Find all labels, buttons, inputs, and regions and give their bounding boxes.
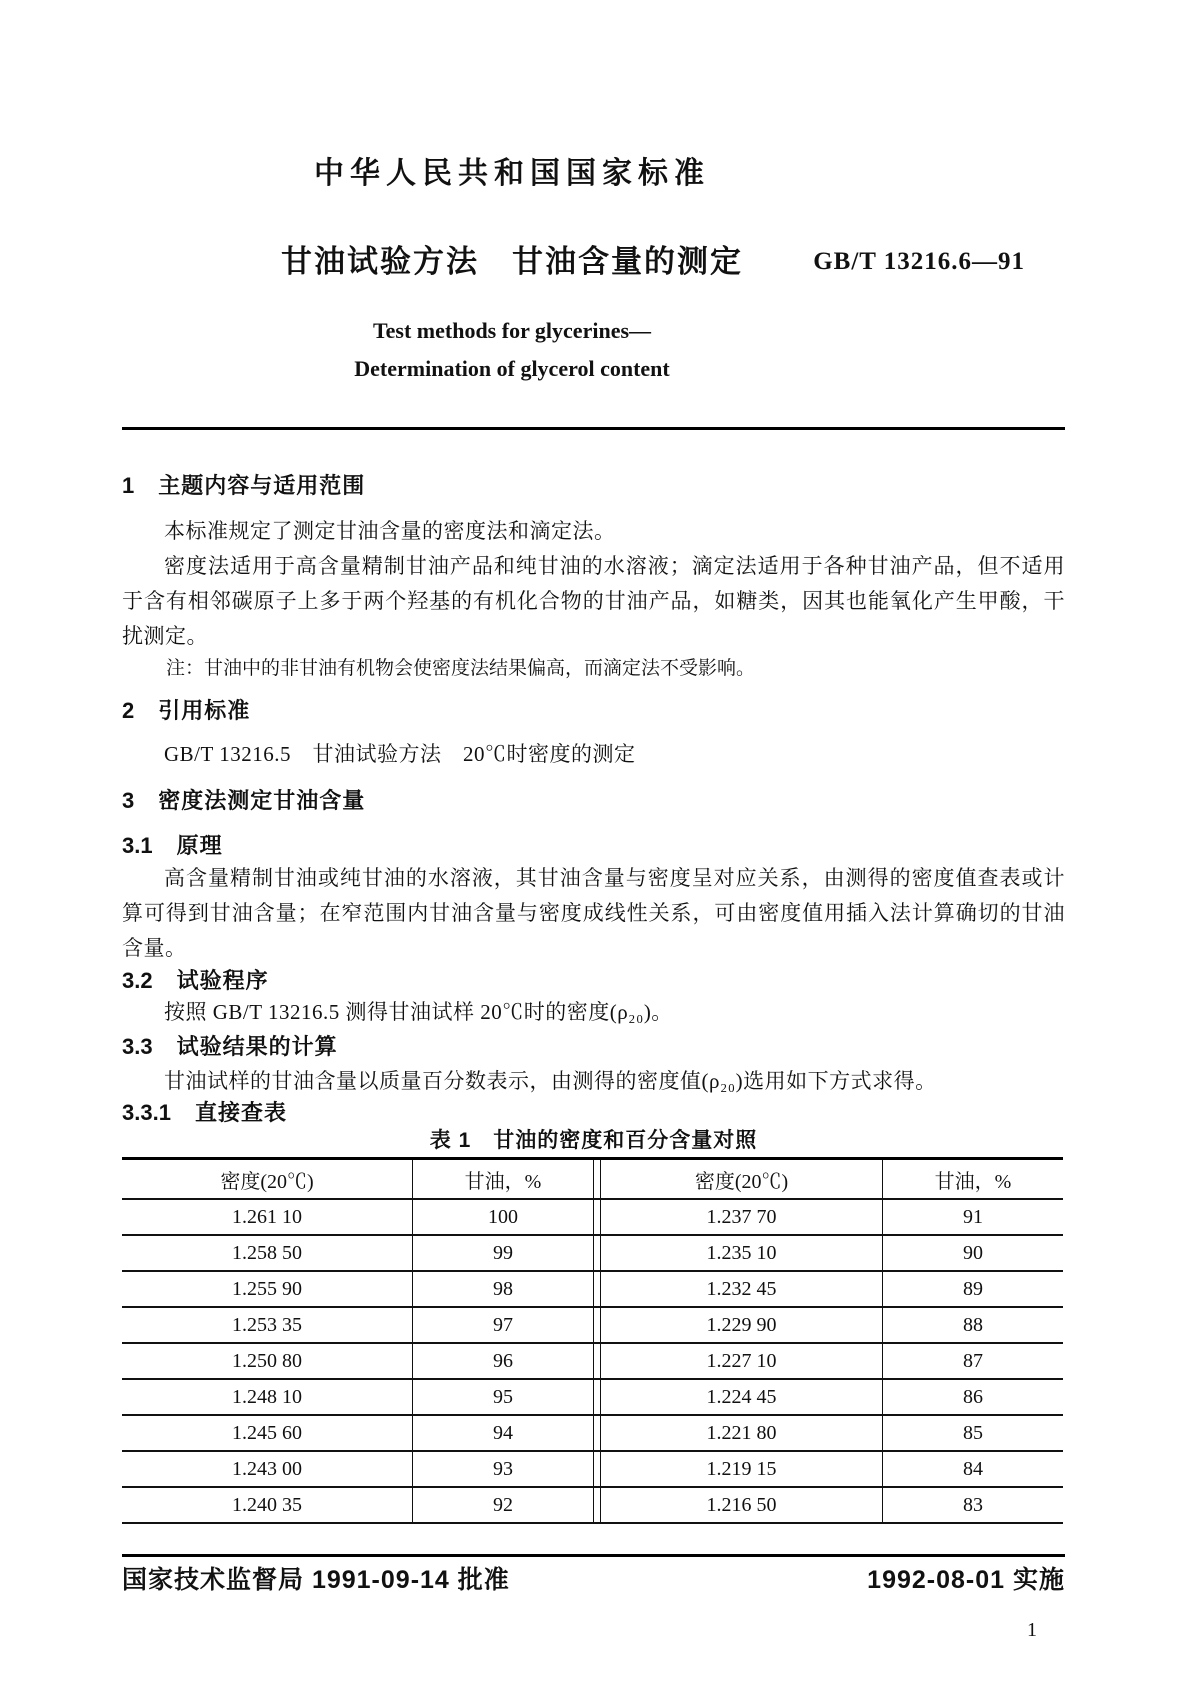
double-divider <box>594 1451 601 1487</box>
density-cell-left: 1.261 10 <box>122 1199 413 1235</box>
section-3-title: 密度法测定甘油含量 <box>158 788 366 813</box>
approval-text: 国家技术监督局 1991-09-14 批准 <box>122 1566 510 1594</box>
implementation-text: 1992-08-01 实施 <box>867 1566 1065 1594</box>
glycerol-pct-cell-left: 95 <box>413 1379 594 1415</box>
density-cell-left: 1.258 50 <box>122 1235 413 1271</box>
density-cell-right: 1.227 10 <box>601 1343 883 1379</box>
glycerol-pct-cell-right: 88 <box>883 1307 1064 1343</box>
glycerol-pct-cell-right: 86 <box>883 1379 1064 1415</box>
section-3-1-heading <box>122 832 1065 860</box>
glycerol-pct-cell-left: 98 <box>413 1271 594 1307</box>
section-3-3-1-number: 3.3.1 <box>122 1100 171 1125</box>
column-header-glycerol-right: 甘油，% <box>883 1159 1064 1200</box>
glycerol-pct-cell-right: 84 <box>883 1451 1064 1487</box>
document-title-cn: 甘油试验方法 甘油含量的测定 <box>281 244 743 279</box>
glycerol-pct-cell-left: 100 <box>413 1199 594 1235</box>
double-divider <box>594 1159 601 1200</box>
double-divider <box>594 1379 601 1415</box>
glycerol-pct-cell-left: 93 <box>413 1451 594 1487</box>
section-3-3-title: 试验结果的计算 <box>176 1034 338 1059</box>
referenced-standard: GB/T 13216.5 甘油试验方法 20℃时密度的测定 <box>164 742 636 766</box>
section-3-heading <box>122 787 1065 815</box>
glycerol-pct-cell-right: 85 <box>883 1415 1064 1451</box>
section-3-3-paragraph: 甘油试样的甘油含量以质量百分数表示，由测得的密度值(ρ₂₀)选用如下方式求得。 <box>164 1069 937 1093</box>
double-divider <box>594 1487 601 1523</box>
density-cell-left: 1.250 80 <box>122 1343 413 1379</box>
glycerol-pct-cell-left: 99 <box>413 1235 594 1271</box>
document-title-en-line1: Test methods for glycerines— <box>372 318 652 343</box>
section-3-3-1-heading <box>122 1099 1065 1127</box>
section-3-3-number: 3.3 <box>122 1034 153 1059</box>
density-cell-right: 1.219 15 <box>601 1451 883 1487</box>
table-caption: 表 1 甘油的密度和百分含量对照 <box>429 1129 758 1152</box>
table-row <box>122 1235 1063 1271</box>
double-divider <box>594 1235 601 1271</box>
footer-row <box>122 1557 1065 1595</box>
double-divider <box>594 1307 601 1343</box>
density-cell-right: 1.216 50 <box>601 1487 883 1523</box>
glycerol-pct-cell-right: 87 <box>883 1343 1064 1379</box>
table-header-row <box>122 1159 1063 1200</box>
density-cell-right: 1.235 10 <box>601 1235 883 1271</box>
section-1-paragraph-1: 本标准规定了测定甘油含量的密度法和滴定法。 <box>164 519 616 543</box>
density-cell-left: 1.248 10 <box>122 1379 413 1415</box>
density-cell-right: 1.224 45 <box>601 1379 883 1415</box>
standard-number: GB/T 13216.6—91 <box>813 248 1025 275</box>
table-row <box>122 1271 1063 1307</box>
column-header-density-right: 密度(20℃) <box>601 1159 883 1200</box>
section-3-2-title: 试验程序 <box>176 968 269 993</box>
table-row <box>122 1199 1063 1235</box>
double-divider <box>594 1199 601 1235</box>
section-3-1-paragraph: 高含量精制甘油或纯甘油的水溶液，其甘油含量与密度呈对应关系，由测得的密度值查表或计算可得到甘油含量；在窄范围内甘油含量与密度成线性关系，可由密度值用插入法计算确切的甘油含量。 <box>122 866 1065 960</box>
header-rule <box>122 427 1065 430</box>
density-cell-right: 1.232 45 <box>601 1271 883 1307</box>
table-body <box>122 1199 1063 1523</box>
page-number: 1 <box>1027 1619 1037 1641</box>
glycerol-pct-cell-left: 92 <box>413 1487 594 1523</box>
glycerol-pct-cell-left: 96 <box>413 1343 594 1379</box>
section-1-heading <box>122 472 1065 500</box>
section-3-3-heading <box>122 1033 1065 1061</box>
density-cell-left: 1.245 60 <box>122 1415 413 1451</box>
density-glycerol-table <box>122 1157 1063 1524</box>
glycerol-pct-cell-left: 94 <box>413 1415 594 1451</box>
section-2-number: 2 <box>122 698 135 723</box>
document-title-en-line2: Determination of glycerol content <box>354 356 670 381</box>
page-content <box>122 0 1065 1642</box>
section-3-2-paragraph: 按照 GB/T 13216.5 测得甘油试样 20℃时的密度(ρ₂₀)。 <box>164 1000 673 1024</box>
table-row <box>122 1379 1063 1415</box>
glycerol-pct-cell-left: 97 <box>413 1307 594 1343</box>
density-cell-left: 1.253 35 <box>122 1307 413 1343</box>
density-cell-right: 1.237 70 <box>601 1199 883 1235</box>
section-2-heading <box>122 697 1065 725</box>
section-1-number: 1 <box>122 473 135 498</box>
section-1-paragraph-2: 密度法适用于高含量精制甘油产品和纯甘油的水溶液；滴定法适用于各种甘油产品，但不适用于含有相邻碳原子上多于两个羟基的有机化合物的甘油产品，如糖类，因其也能氧化产生甲酸，干扰测定。 <box>122 554 1065 648</box>
density-cell-left: 1.243 00 <box>122 1451 413 1487</box>
section-3-1-number: 3.1 <box>122 833 153 858</box>
density-cell-right: 1.221 80 <box>601 1415 883 1451</box>
glycerol-pct-cell-right: 83 <box>883 1487 1064 1523</box>
density-cell-right: 1.229 90 <box>601 1307 883 1343</box>
section-3-3-1-title: 直接查表 <box>194 1100 287 1125</box>
density-cell-left: 1.255 90 <box>122 1271 413 1307</box>
section-3-2-number: 3.2 <box>122 968 153 993</box>
glycerol-pct-cell-right: 89 <box>883 1271 1064 1307</box>
column-header-glycerol-left: 甘油，% <box>413 1159 594 1200</box>
table-row <box>122 1307 1063 1343</box>
section-1-title: 主题内容与适用范围 <box>158 473 366 498</box>
table-row <box>122 1415 1063 1451</box>
glycerol-pct-cell-right: 90 <box>883 1235 1064 1271</box>
table-row <box>122 1343 1063 1379</box>
section-1-note: 注：甘油中的非甘油有机物会使密度法结果偏高，而滴定法不受影响。 <box>166 658 756 679</box>
glycerol-pct-cell-right: 91 <box>883 1199 1064 1235</box>
density-cell-left: 1.240 35 <box>122 1487 413 1523</box>
section-3-2-heading <box>122 967 1065 995</box>
national-standard-header: 中华人民共和国国家标准 <box>314 157 710 190</box>
table-row <box>122 1451 1063 1487</box>
table-row <box>122 1487 1063 1523</box>
section-3-1-title: 原理 <box>176 833 223 858</box>
title-row <box>122 240 1065 284</box>
double-divider <box>594 1271 601 1307</box>
section-2-title: 引用标准 <box>158 698 251 723</box>
double-divider <box>594 1415 601 1451</box>
column-header-density-left: 密度(20℃) <box>122 1159 413 1200</box>
double-divider <box>594 1343 601 1379</box>
section-3-number: 3 <box>122 788 135 813</box>
